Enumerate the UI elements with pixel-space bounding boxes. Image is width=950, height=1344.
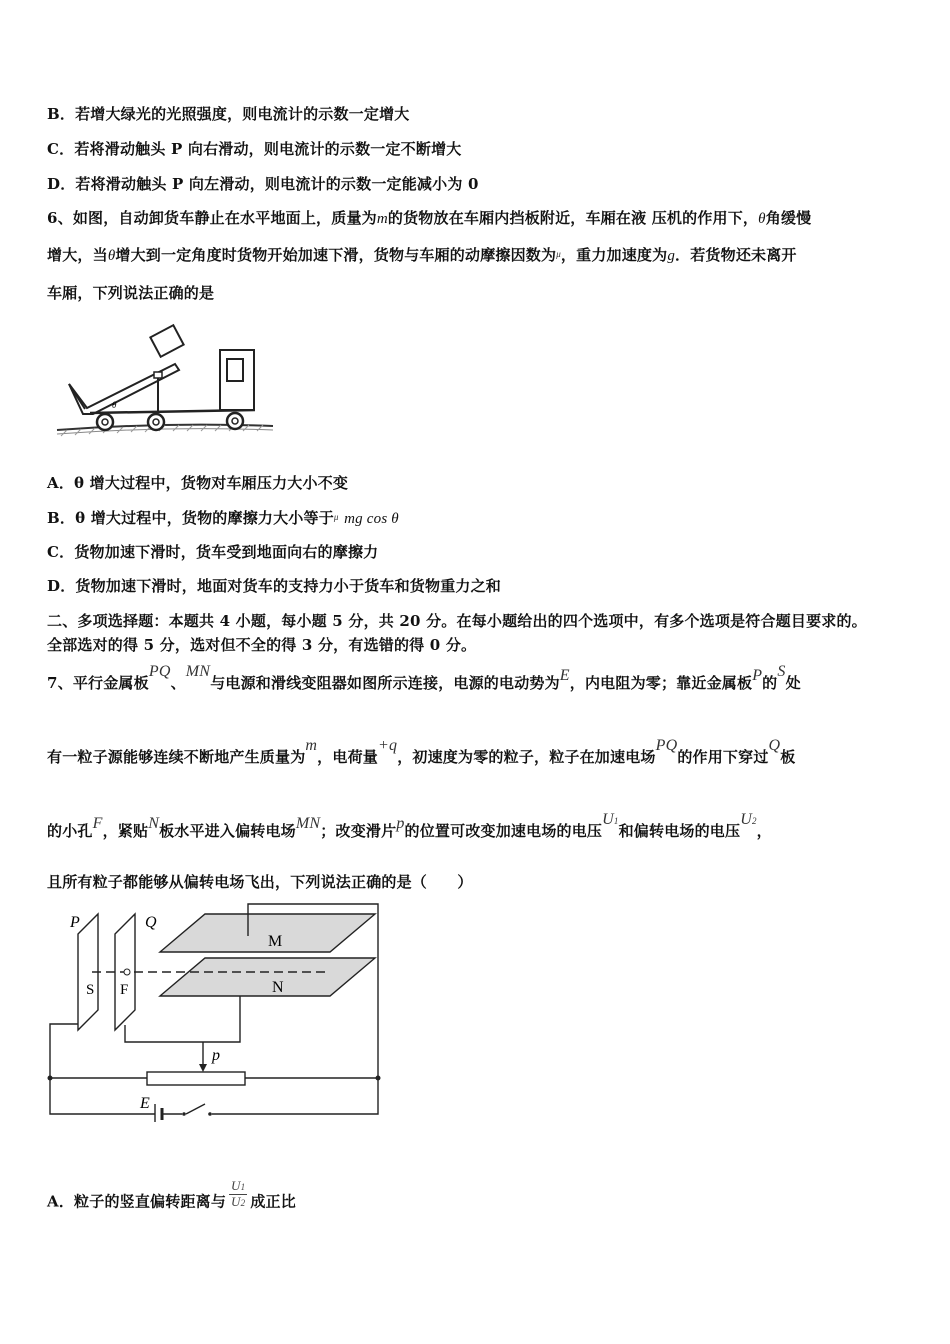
q6-option-c: C．货物加速下滑时，货车受到地面向右的摩擦力 [47, 543, 379, 561]
hole-f [124, 969, 130, 975]
dump-truck-figure [55, 316, 275, 446]
wire-q-n [125, 996, 240, 1042]
label-n: N [272, 979, 284, 996]
junction-left [48, 1076, 53, 1081]
fraction-u1-over-u2: $\frac{U1}{U2}$ [231, 1178, 246, 1209]
q7-stem-line1: 7、平行金属板PQ、MN与电源和滑线变阻器如图所示连接，电源的电动势为E，内电阻为零；靠近金属板P的S处 [47, 663, 801, 692]
q6-stem-line1: 6、如图，自动卸货车静止在水平地面上，质量为m的货物放在车厢内挡板附近，车厢在液 压机的作用下，θ角缓慢 [47, 209, 812, 227]
switch-blade [186, 1104, 205, 1114]
label-m: M [268, 933, 283, 950]
piston-top [154, 372, 162, 378]
rheostat [147, 1072, 245, 1085]
switch-contact-left [182, 1112, 186, 1116]
q5-option-d: D．若将滑动触头 P 向左滑动，则电流计的示数一定能减小为 0 [47, 175, 479, 193]
q7-stem-line4: 且所有粒子都能够从偏转电场飞出，下列说法正确的是（ ） [47, 873, 473, 891]
slider-arrowhead [199, 1064, 207, 1072]
figure-theta-label: θ [112, 400, 117, 410]
label-slider-p: p [212, 1047, 220, 1064]
label-f: F [120, 982, 129, 998]
cargo-box [150, 325, 183, 357]
cab-window [227, 359, 243, 381]
label-q: Q [145, 914, 157, 931]
q6-stem-line2: 增大，当θ增大到一定角度时货物开始加速下滑，货物与车厢的动摩擦因数为$^\mu$，重力加速度为g．若货物还未离开 [47, 246, 797, 264]
label-s: S [86, 982, 95, 998]
q5-option-b: B．若增大绿光的光照强度，则电流计的示数一定增大 [47, 105, 410, 123]
q7-stem-line3: 的小孔F，紧贴N板水平进入偏转电场MN；改变滑片p的位置可改变加速电场的电压U1和偏转电场的电压U2， [47, 811, 772, 840]
q6-stem-line3: 车厢，下列说法正确的是 [47, 284, 215, 302]
q7-stem-line2: 有一粒子源能够连续不断地产生质量为m，电荷量+q，初速度为零的粒子，粒子在加速电场PQ的作用下穿过Q板 [47, 737, 796, 766]
q7-option-a: A．粒子的竖直偏转距离与 $\frac{U1}{U2}$ 成正比 [47, 1178, 296, 1211]
label-e: E [140, 1095, 150, 1112]
section2-heading-line2: 全部选对的得 5 分，选对但不全的得 3 分，有选错的得 0 分。 [47, 636, 477, 654]
q6-option-b: B．θ 增大过程中，货物的摩擦力大小等于$^\mu$ mg cos θ [47, 509, 399, 527]
tailgate [69, 384, 85, 409]
q5-option-c: C．若将滑动触头 P 向右滑动，则电流计的示数一定不断增大 [47, 140, 462, 158]
junction-right [376, 1076, 381, 1081]
label-p: P [70, 914, 80, 931]
q6-option-a: A．θ 增大过程中，货物对车厢压力大小不变 [47, 474, 349, 492]
wire-p [50, 1024, 78, 1078]
q6-option-d: D．货物加速下滑时，地面对货车的支持力小于货车和货物重力之和 [47, 577, 502, 595]
switch-contact-right [208, 1112, 212, 1116]
circuit-figure [40, 900, 390, 1122]
section2-heading-line1: 二、多项选择题：本题共 4 小题，每小题 5 分，共 20 分。在每小题给出的四个选项中，有多个选项是符合题目要求的。 [47, 612, 867, 630]
plate-n [160, 958, 375, 996]
